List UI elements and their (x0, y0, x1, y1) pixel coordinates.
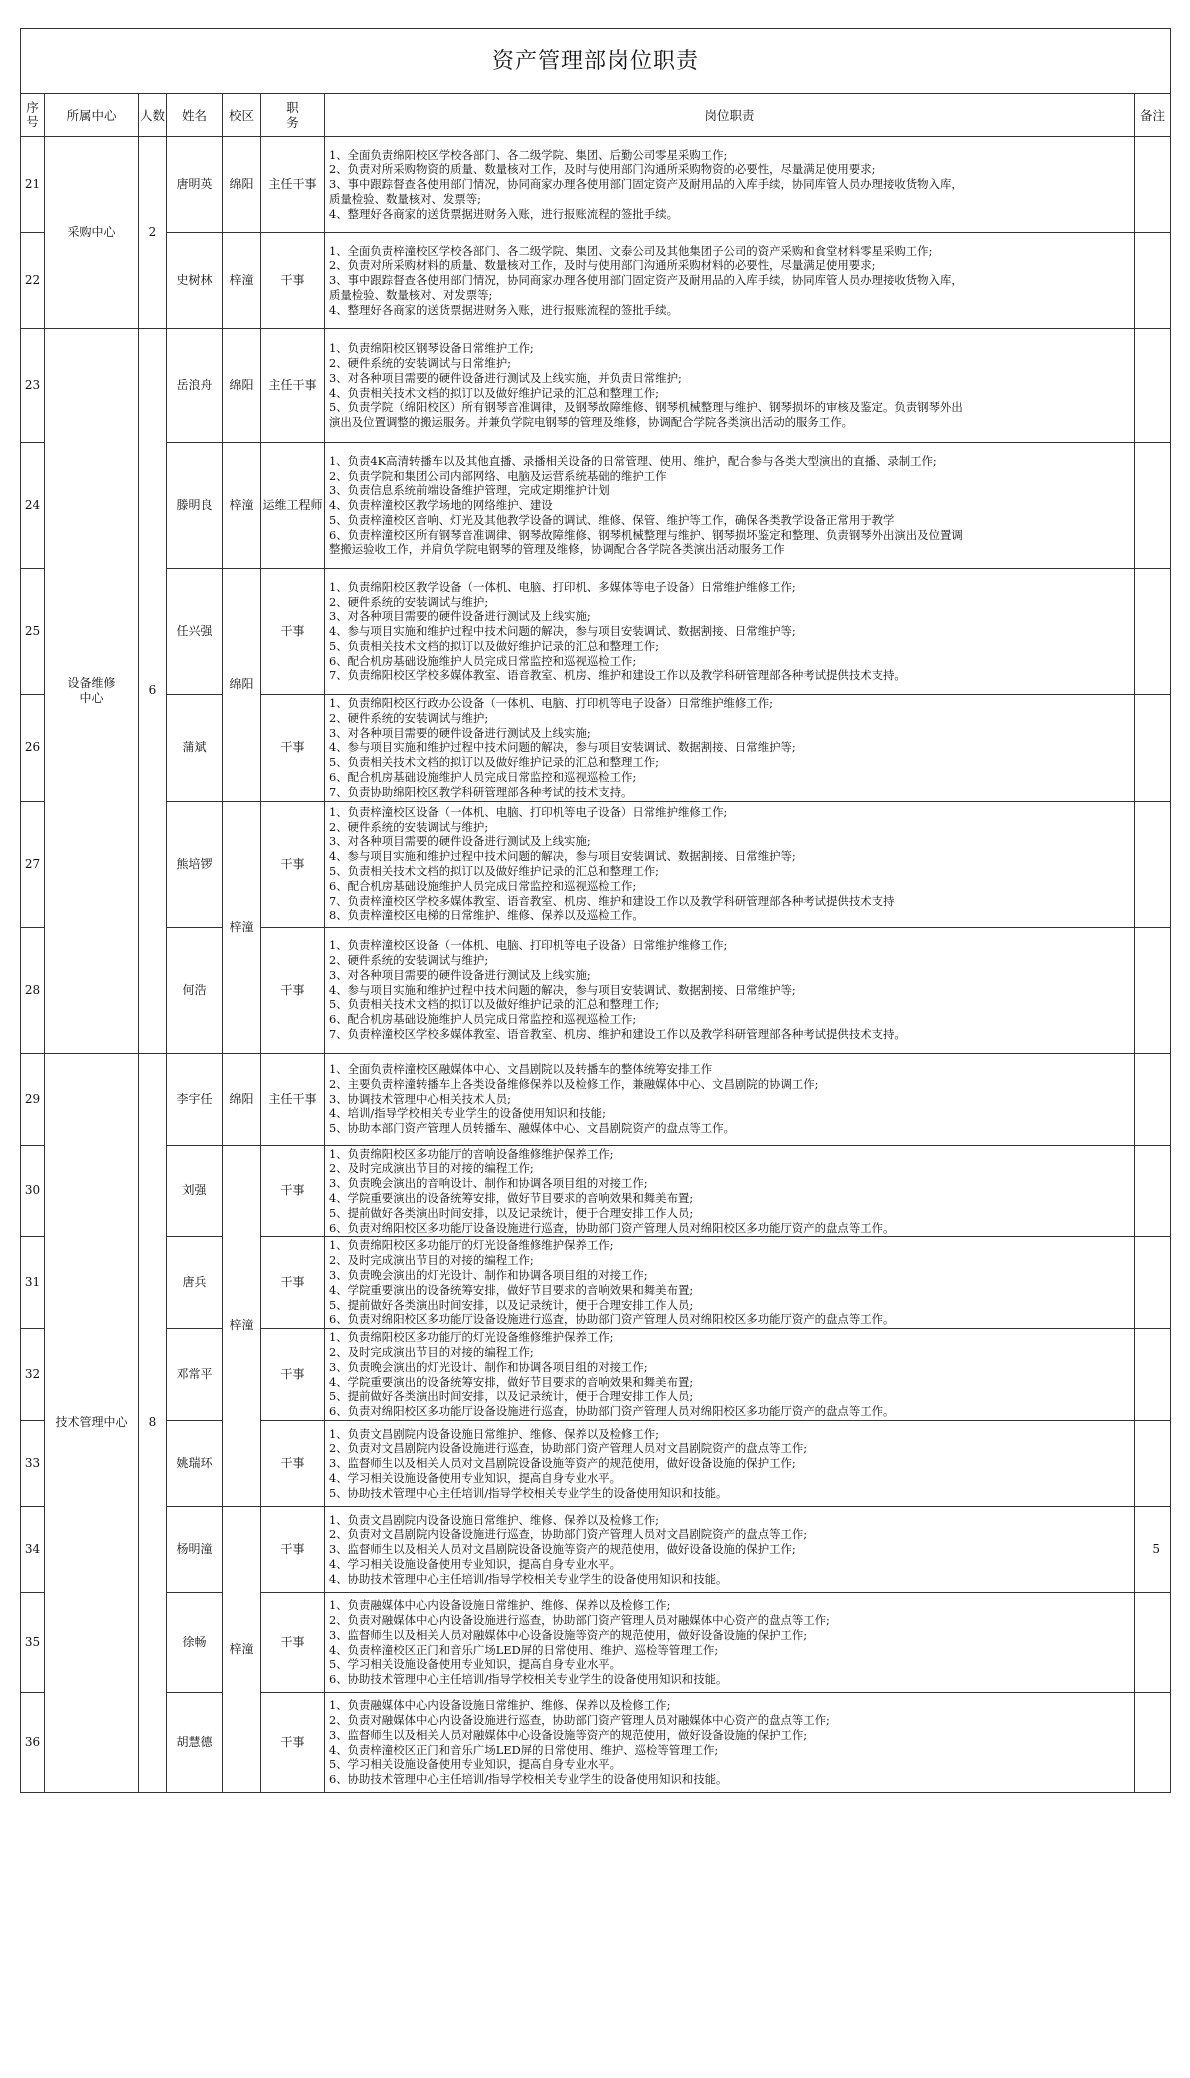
duty-line: 3、监督师生以及相关人员对融媒体中心设备设施等资产的规范使用，做好设备设施的保护工作; (329, 1727, 808, 1742)
duty-line: 3、负责信息系统前端设备维护管理，完成定期维护计划 (329, 483, 610, 498)
table-row (21, 801, 1171, 927)
duty-line: 5、负责相关技术文档的拟订以及做好维护记录的汇总和整理工作; (329, 638, 660, 653)
row-number: 27 (21, 801, 45, 927)
duty-line: 3、对各种项目需要的硬件设备进行测试及上线实施; (329, 725, 591, 740)
table-row (21, 1421, 1171, 1507)
duty-line: 1、全面负责梓潼校区学校各部门、各二级学院、集团、文泰公司及其他集团子公司的资产采购和食堂材料零星采购工作; (329, 243, 933, 258)
duty-line: 3、负责晚会演出的灯光设计、制作和协调各项目组的对接工作; (329, 1267, 648, 1282)
duty-line: 4、学院重要演出的设备统筹安排，做好节目要求的音响效果和舞美布置; (329, 1282, 694, 1297)
duty-line: 整搬运验收工作，并肩负学院电钢琴的管理及维修，协调配合各学院各类演出活动服务工作 (329, 542, 785, 557)
table-row (21, 137, 1171, 233)
duty-line: 5、协助本部门资产管理人员转播车、融媒体中心、文昌剧院资产的盘点等工作。 (329, 1121, 735, 1136)
row-number: 21 (21, 137, 45, 233)
duties-cell (325, 1421, 1135, 1507)
duty-line: 6、协助技术管理中心主任培训/指导学校相关专业学生的设备使用知识和技能。 (329, 1672, 728, 1687)
table-row (21, 233, 1171, 329)
duty-line: 5、提前做好各类演出时间安排，以及记录统计，便于合理安排工作人员; (329, 1297, 694, 1312)
duty-line: 4、学院重要演出的设备统筹安排，做好节目要求的音响效果和舞美布置; (329, 1374, 694, 1389)
duty-line: 1、全面负责梓潼校区融媒体中心、文昌剧院以及转播车的整体统筹安排工作 (329, 1062, 713, 1077)
duty-line: 1、负责绵阳校区教学设备（一体机、电脑、打印机、多媒体等电子设备）日常维护维修工作; (329, 579, 796, 594)
duty-line: 4、负责梓潼校区教学场地的网络维护、建设 (329, 498, 553, 513)
duty-line: 4、参与项目实施和维护过程中技术问题的解决，参与项目安装调试、数据割接、日常维护等; (329, 624, 796, 639)
header-duties: 岗位职责 (325, 94, 1135, 137)
remark-cell (1135, 1693, 1171, 1793)
duty-line: 质量检验、数量核对、对发票等; (329, 287, 493, 302)
remark-cell (1135, 233, 1171, 329)
duty-line: 2、负责对所采购物资的质量、数量核对工作，及时与使用部门沟通所采购物资的必要性，尽量满足使用要求; (329, 162, 876, 177)
duty-line: 1、负责绵阳校区行政办公设备（一体机、电脑、打印机等电子设备）日常维护维修工作; (329, 696, 773, 710)
duty-line: 2、负责对文昌剧院内设备设施进行巡查，协助部门资产管理人员对文昌剧院资产的盘点等工作; (329, 1441, 808, 1456)
duties-cell (325, 137, 1135, 233)
remark-cell (1135, 1593, 1171, 1693)
remark-cell (1135, 443, 1171, 569)
header-campus: 校区 (223, 94, 261, 137)
row-number: 29 (21, 1053, 45, 1145)
row-number: 26 (21, 695, 45, 802)
duty-line: 1、全面负责绵阳校区学校各部门、各二级学院、集团、后勤公司零星采购工作; (329, 147, 728, 162)
duty-line: 5、提前做好各类演出时间安排，以及记录统计，便于合理安排工作人员; (329, 1205, 694, 1220)
duties-cell (325, 443, 1135, 569)
duty-line: 1、负责融媒体中心内设备设施日常维护、维修、保养以及检修工作; (329, 1698, 671, 1713)
row-number: 31 (21, 1237, 45, 1329)
campus: 梓潼 (223, 801, 261, 1053)
duty-line: 2、及时完成演出节目的对接的编程工作; (329, 1161, 534, 1176)
staff-name: 任兴强 (167, 569, 223, 695)
position: 干事 (261, 801, 325, 927)
duty-line: 6、负责梓潼校区所有钢琴音准调律、钢琴故障维修、钢琴机械整理与维护、钢琴损坏鉴定和整理、负责钢琴外出演出及位置调 (329, 527, 963, 542)
center-name: 设备维修 中心 (45, 329, 139, 1054)
campus: 梓潼 (223, 233, 261, 329)
staff-name: 何浩 (167, 927, 223, 1053)
position: 干事 (261, 1593, 325, 1693)
duty-line: 4、学院重要演出的设备统筹安排，做好节目要求的音响效果和舞美布置; (329, 1190, 694, 1205)
campus: 绵阳 (223, 1053, 261, 1145)
duties-cell (325, 801, 1135, 927)
table-row (21, 927, 1171, 1053)
row-number: 22 (21, 233, 45, 329)
position: 主任干事 (261, 137, 325, 233)
duty-line: 4、整理好各商家的送货票据进财务入账，进行报账流程的签批手续。 (329, 206, 678, 221)
duty-line: 5、负责相关技术文档的拟订以及做好维护记录的汇总和整理工作; (329, 755, 660, 770)
duty-sheet (20, 28, 1170, 1793)
duty-line: 3、事中跟踪督查各使用部门情况，协同商家办理各使用部门固定资产及耐用品的入库手续，协同库管人员办理接收货物入库， (329, 273, 963, 288)
remark-cell (1135, 1145, 1171, 1237)
row-number: 35 (21, 1593, 45, 1693)
duty-line: 1、负责融媒体中心内设备设施日常维护、维修、保养以及检修工作; (329, 1598, 671, 1613)
duty-line: 3、对各种项目需要的硬件设备进行测试及上线实施; (329, 609, 591, 624)
row-number: 25 (21, 569, 45, 695)
campus: 绵阳 (223, 329, 261, 443)
duty-line: 6、配合机房基础设施维护人员完成日常监控和巡视巡检工作; (329, 1012, 637, 1027)
duty-line: 5、负责学院（绵阳校区）所有钢琴音准调律，及钢琴故障维修、钢琴机械整理与维护、钢琴损坏的审核及鉴定。负责钢琴外出 (329, 400, 963, 415)
duty-line: 5、负责梓潼校区音响、灯光及其他教学设备的调试、维修、保管、维护等工作，确保各类教学设备正常用于教学 (329, 512, 895, 527)
duty-line: 4、培训/指导学校相关专业学生的设备使用知识和技能; (329, 1106, 606, 1121)
row-number: 33 (21, 1421, 45, 1507)
duties-cell (325, 1693, 1135, 1793)
duties-cell (325, 927, 1135, 1053)
row-number: 32 (21, 1329, 45, 1421)
duty-line: 2、主要负责梓潼转播车上各类设备维修保养以及检修工作，兼融媒体中心、文昌剧院的协调工作; (329, 1076, 819, 1091)
remark-cell (1135, 329, 1171, 443)
duty-line: 1、负责文昌剧院内设备设施日常维护、维修、保养以及检修工作; (329, 1426, 660, 1441)
duties-cell (325, 695, 1135, 802)
duty-line: 2、负责对融媒体中心内设备设施进行巡查，协助部门资产管理人员对融媒体中心资产的盘点等工作; (329, 1613, 830, 1628)
duty-line: 4、参与项目实施和维护过程中技术问题的解决，参与项目安装调试、数据割接、日常维护等; (329, 982, 796, 997)
duty-line: 6、配合机房基础设施维护人员完成日常监控和巡视巡检工作; (329, 653, 637, 668)
duty-line: 5、学习相关设施设备使用专业知识，提高自身专业水平。 (329, 1757, 622, 1772)
duty-line: 2、硬件系统的安装调试与日常维护; (329, 355, 511, 370)
duty-line: 5、学习相关设施设备使用专业知识，提高自身专业水平。 (329, 1657, 622, 1672)
duty-line: 2、负责对融媒体中心内设备设施进行巡查，协助部门资产管理人员对融媒体中心资产的盘点等工作; (329, 1713, 830, 1728)
center-count: 2 (139, 137, 167, 329)
duties-cell (325, 1329, 1135, 1421)
row-number: 24 (21, 443, 45, 569)
table-row (21, 443, 1171, 569)
duty-line: 2、及时完成演出节目的对接的编程工作; (329, 1345, 534, 1360)
duty-line: 1、负责绵阳校区钢琴设备日常维护工作; (329, 341, 534, 356)
staff-name: 杨明潼 (167, 1507, 223, 1593)
duty-line: 5、提前做好各类演出时间安排，以及记录统计，便于合理安排工作人员; (329, 1389, 694, 1404)
duties-cell (325, 1145, 1135, 1237)
center-count: 6 (139, 329, 167, 1054)
remark-cell (1135, 1421, 1171, 1507)
staff-name: 滕明良 (167, 443, 223, 569)
center-name: 技术管理中心 (45, 1053, 139, 1793)
duty-line: 7、负责协助绵阳校区教学科研管理部各种考试的技术支持。 (329, 784, 633, 799)
campus: 绵阳 (223, 569, 261, 802)
staff-name: 胡慧德 (167, 1693, 223, 1793)
remark-cell (1135, 927, 1171, 1053)
duty-line: 7、负责梓潼校区学校多媒体教室、语音教室、机房、维护和建设工作以及教学科研管理部各种考试提供技术支持 (329, 893, 895, 908)
remark-cell (1135, 1237, 1171, 1329)
staff-name: 蒲斌 (167, 695, 223, 802)
duty-line: 质量检验、数量核对、发票等; (329, 191, 481, 206)
duties-cell (325, 1237, 1135, 1329)
staff-name: 岳浪舟 (167, 329, 223, 443)
duty-line: 1、负责文昌剧院内设备设施日常维护、维修、保养以及检修工作; (329, 1512, 660, 1527)
duty-line: 7、负责绵阳校区学校多媒体教室、语音教室、机房、维护和建设工作以及教学科研管理部各种考试提供技术支持。 (329, 668, 906, 683)
position: 主任干事 (261, 329, 325, 443)
position: 干事 (261, 695, 325, 802)
header-remark: 备注 (1135, 94, 1171, 137)
header-center: 所属中心 (45, 94, 139, 137)
duty-line: 4、整理好各商家的送货票据进财务入账，进行报账流程的签批手续。 (329, 302, 678, 317)
table-row (21, 1593, 1171, 1693)
duties-cell (325, 233, 1135, 329)
duty-line: 4、负责梓潼校区正门和音乐广场LED屏的日常使用、维护、巡检等管理工作; (329, 1742, 719, 1757)
remark-cell (1135, 137, 1171, 233)
duty-line: 6、负责对绵阳校区多功能厅设备设施进行巡査，协助部门资产管理人员对绵阳校区多功能厅资产的盘点等工作。 (329, 1220, 895, 1235)
row-number: 34 (21, 1507, 45, 1593)
staff-name: 邓常平 (167, 1329, 223, 1421)
staff-name: 熊培锣 (167, 801, 223, 927)
duty-line: 1、负责梓潼校区设备（一体机、电脑、打印机等电子设备）日常维护维修工作; (329, 804, 728, 819)
table-row (21, 1329, 1171, 1421)
duty-line: 2、及时完成演出节目的对接的编程工作; (329, 1253, 534, 1268)
duty-line: 2、硬件系统的安装调试与维护; (329, 710, 489, 725)
remark-cell (1135, 801, 1171, 927)
staff-name: 李宇任 (167, 1053, 223, 1145)
staff-name: 唐兵 (167, 1237, 223, 1329)
campus: 绵阳 (223, 137, 261, 233)
duty-line: 3、负责晚会演出的灯光设计、制作和协调各项目组的对接工作; (329, 1359, 648, 1374)
duty-line: 3、协调技术管理中心相关技术人员; (329, 1091, 511, 1106)
duty-line: 6、负责对绵阳校区多功能厅设备设施进行巡査，协助部门资产管理人员对绵阳校区多功能厅资产的盘点等工作。 (329, 1404, 895, 1419)
row-number: 36 (21, 1693, 45, 1793)
campus: 梓潼 (223, 443, 261, 569)
duties-cell (325, 1593, 1135, 1693)
remark-cell (1135, 695, 1171, 802)
duty-line: 3、事中跟踪督查各使用部门情况，协同商家办理各使用部门固定资产及耐用品的入库手续，协同库管人员办理接收货物入库， (329, 177, 963, 192)
duty-line: 演出及位置调整的搬运服务。并兼负学院电钢琴的管理及维修，协调配合学院各类演出活动的服务工作。 (329, 415, 853, 430)
position: 干事 (261, 1421, 325, 1507)
duty-line: 5、协助技术管理中心主任培训/指导学校相关专业学生的设备使用知识和技能。 (329, 1485, 728, 1500)
duties-cell (325, 569, 1135, 695)
duty-line: 8、负责梓潼校区电梯的日常维护、维修、保养以及巡检工作。 (329, 908, 644, 923)
table-row (21, 329, 1171, 443)
duty-line: 2、负责对文昌剧院内设备设施进行巡查，协助部门资产管理人员对文昌剧院资产的盘点等工作; (329, 1527, 808, 1542)
duty-line: 1、负责绵阳校区多功能厅的灯光设备维修维护保养工作; (329, 1330, 614, 1345)
remark-cell: 5 (1135, 1507, 1171, 1593)
staff-name: 唐明英 (167, 137, 223, 233)
staff-name: 姚瑞环 (167, 1421, 223, 1507)
header-no: 序 号 (21, 94, 45, 137)
duty-line: 1、负责绵阳校区多功能厅的灯光设备维修维护保养工作; (329, 1238, 614, 1253)
duty-line: 4、参与项目实施和维护过程中技术问题的解决，参与项目安装调试、数据割接、日常维护等; (329, 740, 796, 755)
remark-cell (1135, 1053, 1171, 1145)
position: 干事 (261, 233, 325, 329)
table-row (21, 569, 1171, 695)
table-row (21, 1053, 1171, 1145)
duty-line: 6、配合机房基础设施维护人员完成日常监控和巡视巡检工作; (329, 878, 637, 893)
position: 主任干事 (261, 1053, 325, 1145)
duty-line: 1、负责4K高清转播车以及其他直播、录播相关设备的日常管理、使用、维护，配合参与各类大型演出的直播、录制工作; (329, 453, 937, 468)
table-row (21, 1145, 1171, 1237)
duty-line: 2、硬件系统的安装调试与维护; (329, 953, 489, 968)
duty-line: 3、监督师生以及相关人员对文昌剧院设备设施等资产的规范使用，做好设备设施的保护工作; (329, 1542, 796, 1557)
duty-line: 3、对各种项目需要的硬件设备进行测试及上线实施，并负责日常维护; (329, 370, 682, 385)
duty-line: 6、配合机房基础设施维护人员完成日常监控和巡视巡检工作; (329, 769, 637, 784)
campus: 梓潼 (223, 1145, 261, 1507)
center-name: 采购中心 (45, 137, 139, 329)
duty-line: 3、对各种项目需要的硬件设备进行测试及上线实施; (329, 967, 591, 982)
page-title: 资产管理部岗位职责 (21, 29, 1171, 94)
duties-cell (325, 329, 1135, 443)
duty-line: 4、参与项目实施和维护过程中技术问题的解决，参与项目安装调试、数据割接、日常维护等; (329, 849, 796, 864)
staff-name: 史树林 (167, 233, 223, 329)
position: 干事 (261, 569, 325, 695)
duty-line: 6、负责对绵阳校区多功能厅设备设施进行巡査，协助部门资产管理人员对绵阳校区多功能厅资产的盘点等工作。 (329, 1312, 895, 1327)
row-number: 23 (21, 329, 45, 443)
duty-line: 4、学习相关设施设备使用专业知识，提高自身专业水平。 (329, 1471, 622, 1486)
duty-line: 2、硬件系统的安装调试与维护; (329, 819, 489, 834)
position: 干事 (261, 927, 325, 1053)
staff-name: 刘强 (167, 1145, 223, 1237)
duty-line: 1、负责梓潼校区设备（一体机、电脑、打印机等电子设备）日常维护维修工作; (329, 938, 728, 953)
position: 干事 (261, 1693, 325, 1793)
position: 运维工程师 (261, 443, 325, 569)
duty-table (20, 28, 1171, 1793)
campus: 梓潼 (223, 1507, 261, 1793)
remark-cell (1135, 569, 1171, 695)
duty-line: 5、负责相关技术文档的拟订以及做好维护记录的汇总和整理工作; (329, 997, 660, 1012)
table-row (21, 695, 1171, 802)
duties-cell (325, 1507, 1135, 1593)
duties-cell (325, 1053, 1135, 1145)
duty-line: 3、对各种项目需要的硬件设备进行测试及上线实施; (329, 834, 591, 849)
row-number: 30 (21, 1145, 45, 1237)
position: 干事 (261, 1145, 325, 1237)
remark-cell (1135, 1329, 1171, 1421)
staff-name: 徐畅 (167, 1593, 223, 1693)
duty-line: 2、负责学院和集团公司内部网络、电脑及运营系统基础的维护工作 (329, 468, 667, 483)
duty-line: 3、监督师生以及相关人员对融媒体中心设备设施等资产的规范使用，做好设备设施的保护工作; (329, 1627, 808, 1642)
duty-line: 6、协助技术管理中心主任培训/指导学校相关专业学生的设备使用知识和技能。 (329, 1772, 728, 1787)
center-count: 8 (139, 1053, 167, 1793)
position: 干事 (261, 1329, 325, 1421)
duty-line: 7、负责梓潼校区学校多媒体教室、语音教室、机房、维护和建设工作以及教学科研管理部各种考试提供技术支持。 (329, 1027, 906, 1042)
position: 干事 (261, 1237, 325, 1329)
table-row (21, 1237, 1171, 1329)
duty-line: 3、监督师生以及相关人员对文昌剧院设备设施等资产的规范使用，做好设备设施的保护工作; (329, 1456, 796, 1471)
table-row (21, 1693, 1171, 1793)
duty-line: 4、协助技术管理中心主任培训/指导学校相关专业学生的设备使用知识和技能。 (329, 1571, 728, 1586)
position: 干事 (261, 1507, 325, 1593)
header-count: 人数 (139, 94, 167, 137)
duty-line: 4、学习相关设施设备使用专业知识，提高自身专业水平。 (329, 1557, 622, 1572)
duty-line: 4、负责梓潼校区正门和音乐广场LED屏的日常使用、维护、巡检等管理工作; (329, 1642, 719, 1657)
table-row (21, 1507, 1171, 1593)
duty-line: 3、负责晚会演出的音响设计、制作和协调各项目组的对接工作; (329, 1176, 648, 1191)
header-name: 姓名 (167, 94, 223, 137)
duty-line: 5、负责相关技术文档的拟订以及做好维护记录的汇总和整理工作; (329, 864, 660, 879)
header-row (21, 94, 1171, 137)
duty-line: 2、硬件系统的安装调试与维护; (329, 594, 489, 609)
duty-line: 4、负责相关技术文档的拟订以及做好维护记录的汇总和整理工作; (329, 385, 660, 400)
duty-line: 1、负责绵阳校区多功能厅的音响设备维修维护保养工作; (329, 1146, 614, 1161)
duty-line: 2、负责对所采购材料的质量、数量核对工作，及时与使用部门沟通所采购材料的必要性，尽量满足使用要求; (329, 258, 876, 273)
row-number: 28 (21, 927, 45, 1053)
header-position: 职 务 (261, 94, 325, 137)
